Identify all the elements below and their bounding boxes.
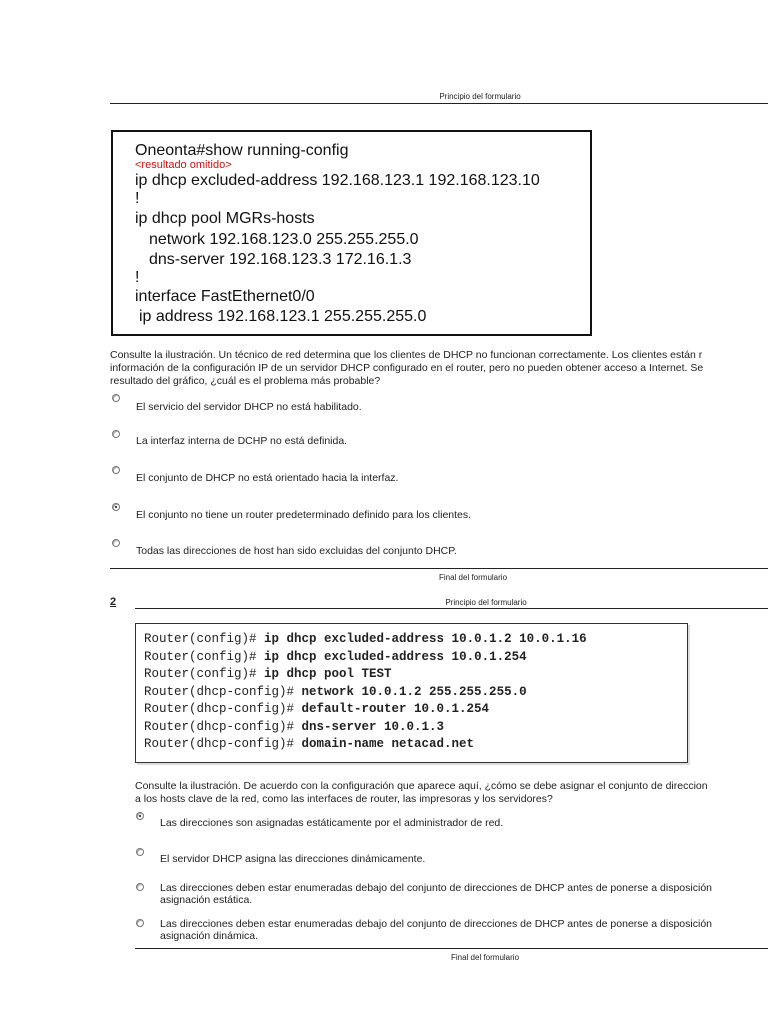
answer-label-q2-a[interactable]: Las direcciones son asignadas estáticamente por el administrador de red. xyxy=(160,817,504,829)
question-text-line: Consulte la ilustración. De acuerdo con la configuración que aparece aquí, ¿cómo se debe asignar el conjunto de direccion xyxy=(135,780,708,792)
question-text-line: a los hosts clave de la red, como las interfaces de router, las impresoras y los servidores? xyxy=(135,793,553,805)
cli-command: dns-server 10.0.1.3 xyxy=(301,720,445,734)
answer-label-q1-b[interactable]: La interfaz interna de DCHP no está definida. xyxy=(136,435,348,447)
cli-command: domain-name netacad.net xyxy=(301,737,475,751)
form-start-label-1: Principio del formulario xyxy=(439,92,521,101)
omitted-output-note: <resultado omitido> xyxy=(135,159,232,171)
answer-label-q1-e[interactable]: Todas las direcciones de host han sido excluidas del conjunto DHCP. xyxy=(136,545,457,557)
answer-label-q2-c-cont[interactable]: asignación estática. xyxy=(160,894,253,906)
config-line: ip address 192.168.123.1 255.255.255.0 xyxy=(139,308,427,325)
config-line: interface FastEthernet0/0 xyxy=(135,288,315,305)
cli-command: ip dhcp pool TEST xyxy=(264,667,392,681)
question-number: 2 xyxy=(110,596,117,608)
answer-label-q2-b[interactable]: El servidor DHCP asigna las direcciones dinámicamente. xyxy=(160,853,426,865)
cli-command: ip dhcp excluded-address 10.0.1.2 10.0.1.16 xyxy=(264,632,587,646)
running-config-figure xyxy=(111,130,592,336)
answer-label-q2-d[interactable]: Las direcciones deben estar enumeradas debajo del conjunto de direcciones de DHCP antes de ponerse a disposición xyxy=(160,918,712,930)
config-line: Oneonta#show running-config xyxy=(135,142,349,159)
cli-prompt: Router(dhcp-config)# xyxy=(144,685,302,699)
config-line: ip dhcp pool MGRs-hosts xyxy=(135,210,315,227)
cli-line xyxy=(144,650,527,665)
config-line: dns-server 192.168.123.3 172.16.1.3 xyxy=(149,251,412,268)
question-text-line: resultado del gráfico, ¿cuál es el problema más probable? xyxy=(110,375,381,387)
answer-label-q2-c[interactable]: Las direcciones deben estar enumeradas debajo del conjunto de direcciones de DHCP antes de ponerse a disposición xyxy=(160,882,712,894)
answer-label-q2-d-cont[interactable]: asignación dinámica. xyxy=(160,930,259,942)
config-line: ip dhcp excluded-address 192.168.123.1 192.168.123.10 xyxy=(135,172,540,189)
form-divider xyxy=(135,608,768,609)
cli-prompt: Router(config)# xyxy=(144,650,265,664)
answer-radio-q1-e[interactable] xyxy=(112,539,120,547)
answer-label-q1-a[interactable]: El servicio del servidor DHCP no está habilitado. xyxy=(136,401,362,413)
form-divider xyxy=(135,948,768,949)
form-start-label-2: Principio del formulario xyxy=(445,598,527,607)
answer-radio-q2-b[interactable] xyxy=(136,848,144,856)
form-divider xyxy=(110,568,768,569)
config-line: ! xyxy=(135,190,140,207)
form-divider xyxy=(110,103,768,104)
question-text-line: información de la configuración IP de un servidor DHCP configurado en el router, pero no pueden obtener acceso a Internet. Se xyxy=(110,362,704,374)
cli-line xyxy=(144,737,474,752)
cli-command: default-router 10.0.1.254 xyxy=(301,702,490,716)
cli-line xyxy=(144,720,444,735)
answer-radio-q2-d[interactable] xyxy=(136,919,144,927)
cli-line xyxy=(144,667,392,682)
form-end-label-2: Final del formulario xyxy=(450,953,520,962)
cli-command: ip dhcp excluded-address 10.0.1.254 xyxy=(264,650,527,664)
cli-command: network 10.0.1.2 255.255.255.0 xyxy=(301,685,527,699)
answer-radio-q2-c[interactable] xyxy=(136,883,144,891)
answer-radio-q1-d[interactable] xyxy=(112,503,120,511)
cli-prompt: Router(config)# xyxy=(144,667,265,681)
answer-radio-q2-a[interactable] xyxy=(136,812,144,820)
router-config-figure xyxy=(135,623,688,763)
question-text-line: Consulte la ilustración. Un técnico de red determina que los clientes de DHCP no funcionan correctamente. Los clientes están r xyxy=(110,349,703,361)
cli-line xyxy=(144,702,489,717)
cli-prompt: Router(dhcp-config)# xyxy=(144,720,302,734)
cli-prompt: Router(dhcp-config)# xyxy=(144,702,302,716)
form-end-label-1: Final del formulario xyxy=(438,573,508,582)
answer-label-q1-d[interactable]: El conjunto no tiene un router predeterminado definido para los clientes. xyxy=(136,509,472,521)
cli-line xyxy=(144,632,587,647)
answer-label-q1-c[interactable]: El conjunto de DHCP no está orientado hacia la interfaz. xyxy=(136,472,399,484)
config-line: ! xyxy=(135,269,140,286)
config-line: network 192.168.123.0 255.255.255.0 xyxy=(149,231,419,248)
cli-prompt: Router(dhcp-config)# xyxy=(144,737,302,751)
cli-prompt: Router(config)# xyxy=(144,632,265,646)
answer-radio-q1-c[interactable] xyxy=(112,466,120,474)
answer-radio-q1-a[interactable] xyxy=(112,394,120,402)
answer-radio-q1-b[interactable] xyxy=(112,430,120,438)
cli-line xyxy=(144,685,527,700)
